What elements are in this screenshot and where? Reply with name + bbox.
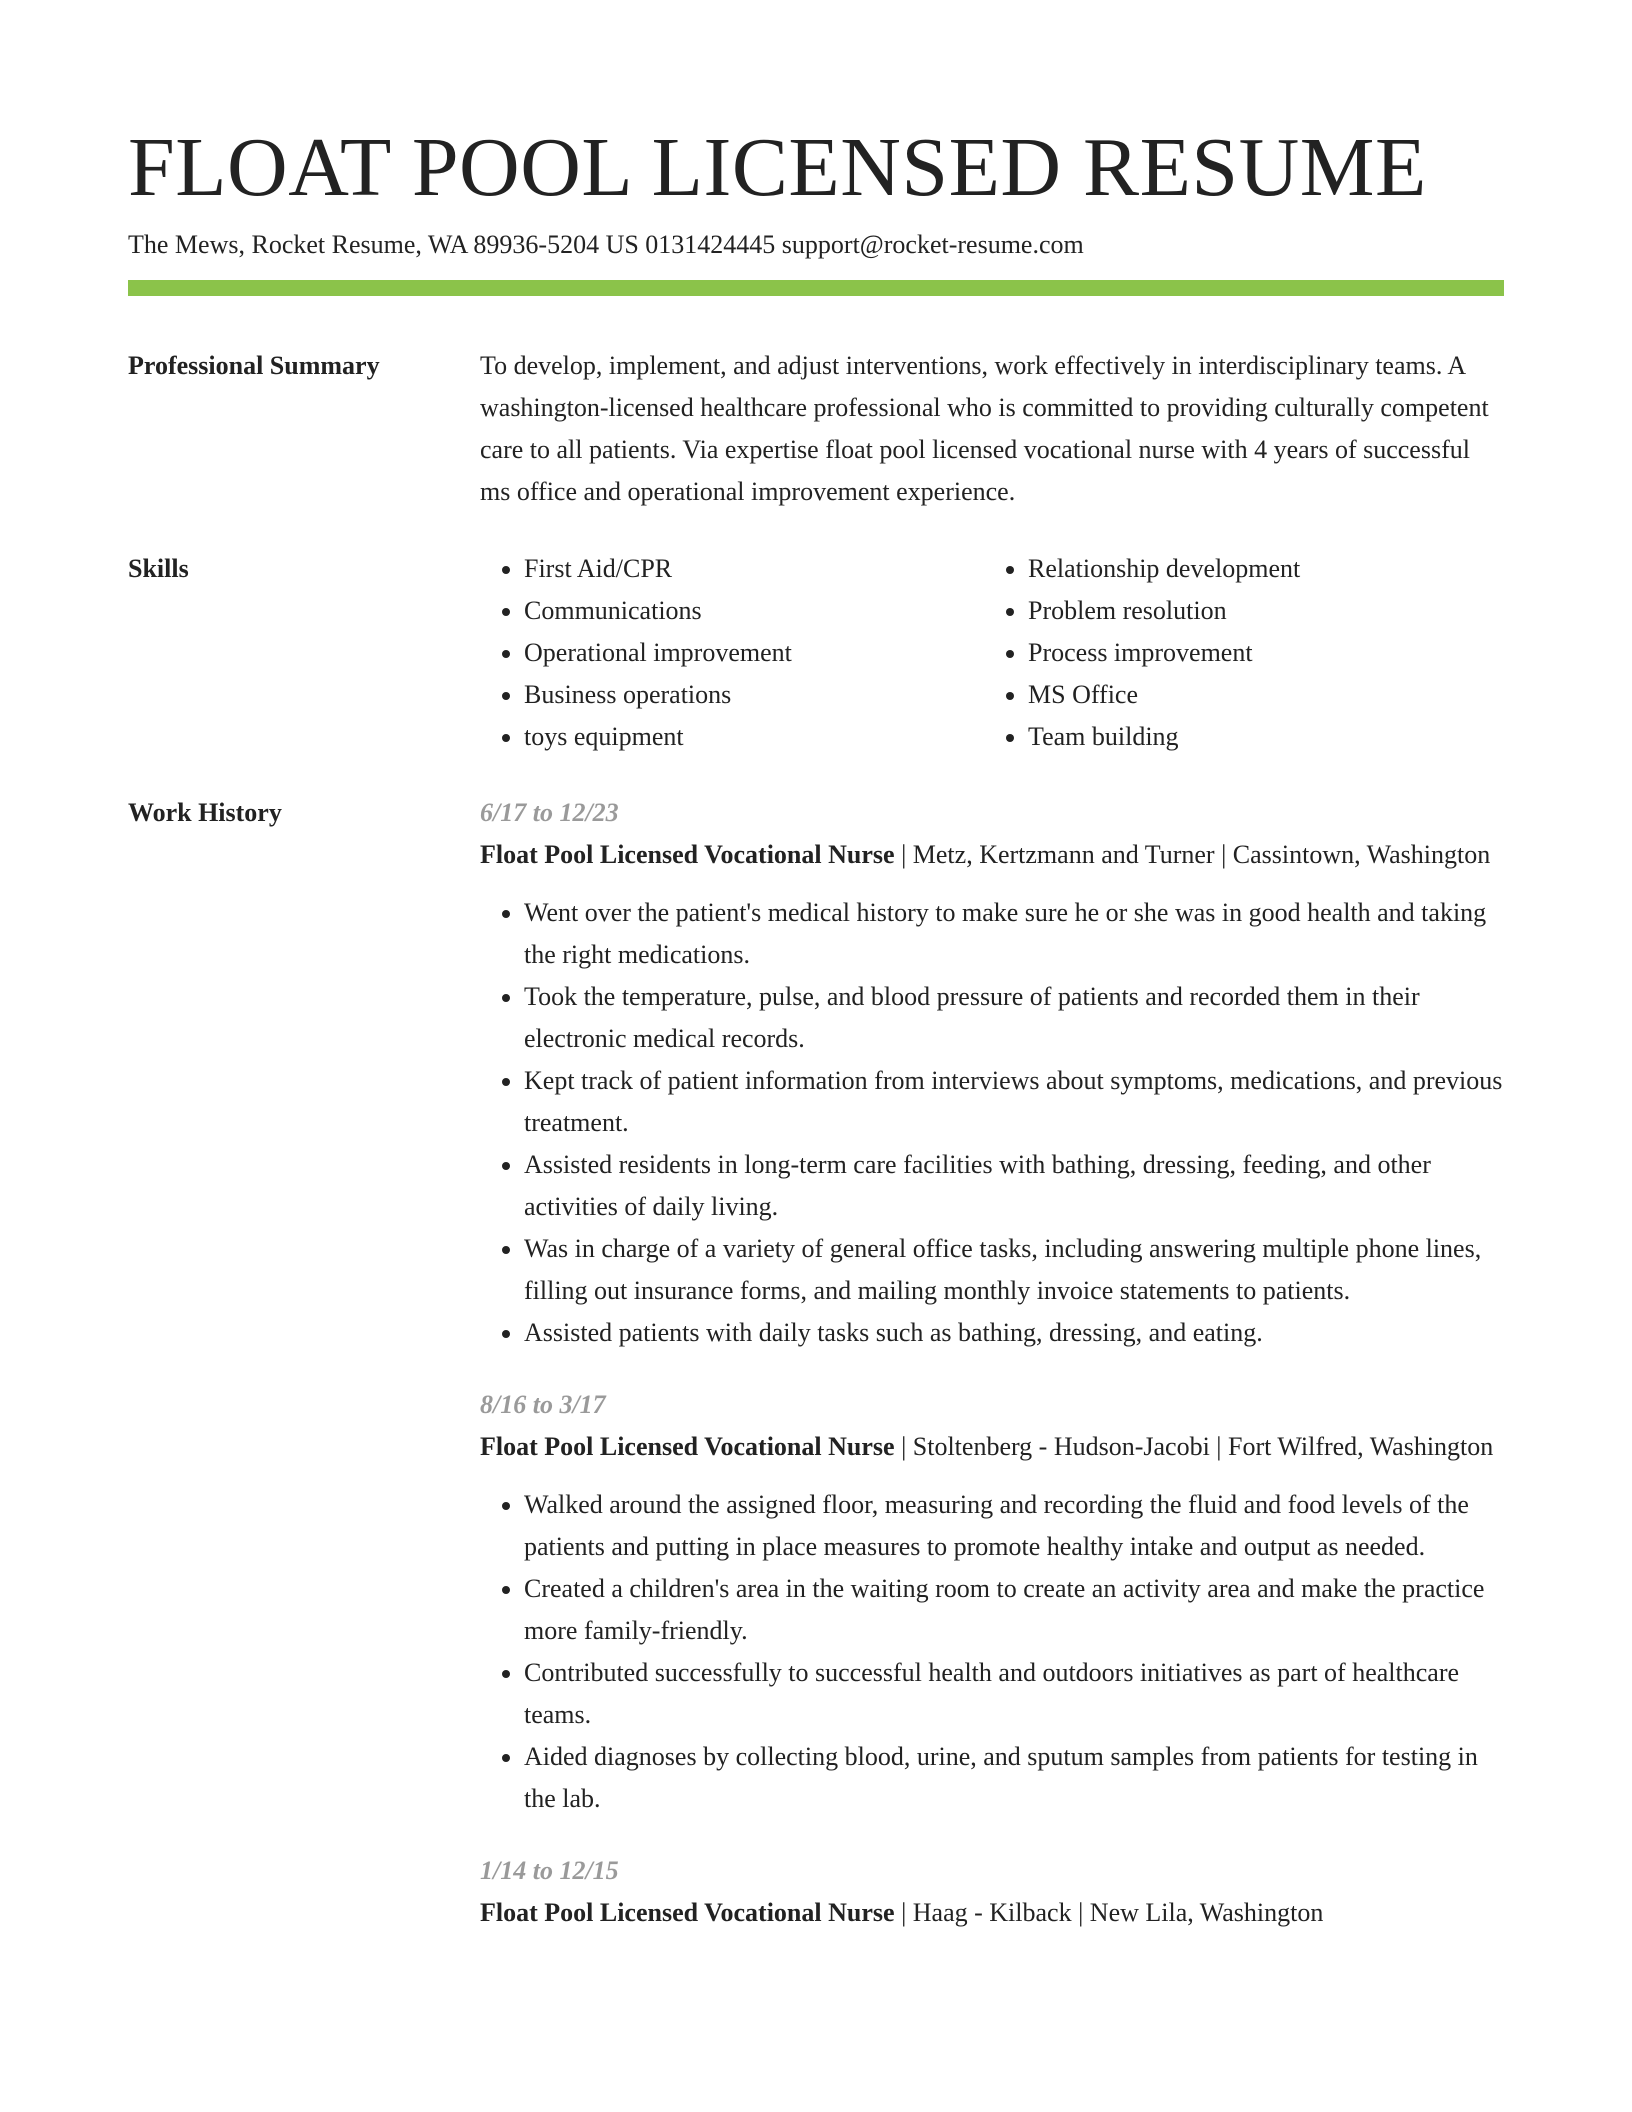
job-title-line <box>480 1892 1504 1934</box>
job-entry <box>480 792 1504 1354</box>
job-bullet: • Created a children's area in the waiting room to create an activity area and make the practice more family-friendly. <box>524 1568 1504 1652</box>
work-history-section <box>128 792 1504 1934</box>
skills-heading: Skills <box>128 554 189 583</box>
work-history-body <box>480 792 1504 1934</box>
job-dates: 8/16 to 3/17 <box>480 1390 606 1419</box>
skills-section <box>128 548 1504 758</box>
skill-item: • Business operations <box>524 674 984 716</box>
job-bullet: • Assisted residents in long-term care facilities with bathing, dressing, feeding, and other activities of daily living. <box>524 1144 1504 1228</box>
work-history-heading: Work History <box>128 798 282 827</box>
summary-section <box>128 345 1504 513</box>
skill-item: • Team building <box>1028 716 1300 758</box>
summary-text: To develop, implement, and adjust interventions, work effectively in interdisciplinary teams. A washington-licensed healthcare professional who is committed to providing culturally competent care to all patients. Via expertise float pool licensed vocational nurse with 4 years of successful ms office and operational improvement experience. <box>480 351 1489 506</box>
accent-divider <box>128 280 1504 296</box>
skill-item: • Relationship development <box>1028 548 1300 590</box>
job-bullet: • Kept track of patient information from interviews about symptoms, medications, and previous treatment. <box>524 1060 1504 1144</box>
job-bullet: • Was in charge of a variety of general office tasks, including answering multiple phone lines, filling out insurance forms, and mailing monthly invoice statements to patients. <box>524 1228 1504 1312</box>
job-employer-location: | Stoltenberg - Hudson-Jacobi | Fort Wilfred, Washington <box>894 1432 1494 1461</box>
job-bullet: • Assisted patients with daily tasks such as bathing, dressing, and eating. <box>524 1312 1504 1354</box>
skill-item: • Process improvement <box>1028 632 1300 674</box>
job-title: Float Pool Licensed Vocational Nurse <box>480 1432 895 1461</box>
job-title-line <box>480 834 1504 876</box>
skills-columns <box>480 548 1504 758</box>
job-employer-location: | Metz, Kertzmann and Turner | Cassintown, Washington <box>894 840 1491 869</box>
skill-item: • MS Office <box>1028 674 1300 716</box>
skill-item: • toys equipment <box>524 716 984 758</box>
skills-list-left <box>480 548 984 758</box>
job-employer-location: | Haag - Kilback | New Lila, Washington <box>894 1898 1324 1927</box>
skill-item: • Communications <box>524 590 984 632</box>
job-title: Float Pool Licensed Vocational Nurse <box>480 840 895 869</box>
job-dates: 1/14 to 12/15 <box>480 1856 619 1885</box>
skill-item: • First Aid/CPR <box>524 548 984 590</box>
summary-heading: Professional Summary <box>128 351 380 380</box>
job-entry <box>480 1384 1504 1820</box>
resume-page <box>128 0 1504 1934</box>
skill-item: • Problem resolution <box>1028 590 1300 632</box>
job-bullets <box>480 892 1504 1354</box>
skills-list-right <box>984 548 1300 758</box>
job-bullet: • Aided diagnoses by collecting blood, urine, and sputum samples from patients for testing in the lab. <box>524 1736 1504 1820</box>
resume-title: FLOAT POOL LICENSED RESUME <box>128 121 1427 214</box>
job-entry <box>480 1850 1504 1934</box>
job-bullet: • Went over the patient's medical history to make sure he or she was in good health and taking the right medications. <box>524 892 1504 976</box>
job-bullets <box>480 1484 1504 1820</box>
job-title: Float Pool Licensed Vocational Nurse <box>480 1898 895 1927</box>
job-bullet: • Walked around the assigned floor, measuring and recording the fluid and food levels of the patients and putting in place measures to promote healthy intake and output as needed. <box>524 1484 1504 1568</box>
skill-item: • Operational improvement <box>524 632 984 674</box>
job-title-line <box>480 1426 1504 1468</box>
job-bullet: • Took the temperature, pulse, and blood pressure of patients and recorded them in their electronic medical records. <box>524 976 1504 1060</box>
job-bullet: • Contributed successfully to successful health and outdoors initiatives as part of healthcare teams. <box>524 1652 1504 1736</box>
job-dates: 6/17 to 12/23 <box>480 798 619 827</box>
contact-info: The Mews, Rocket Resume, WA 89936-5204 US 0131424445 support@rocket-resume.com <box>128 230 1084 259</box>
